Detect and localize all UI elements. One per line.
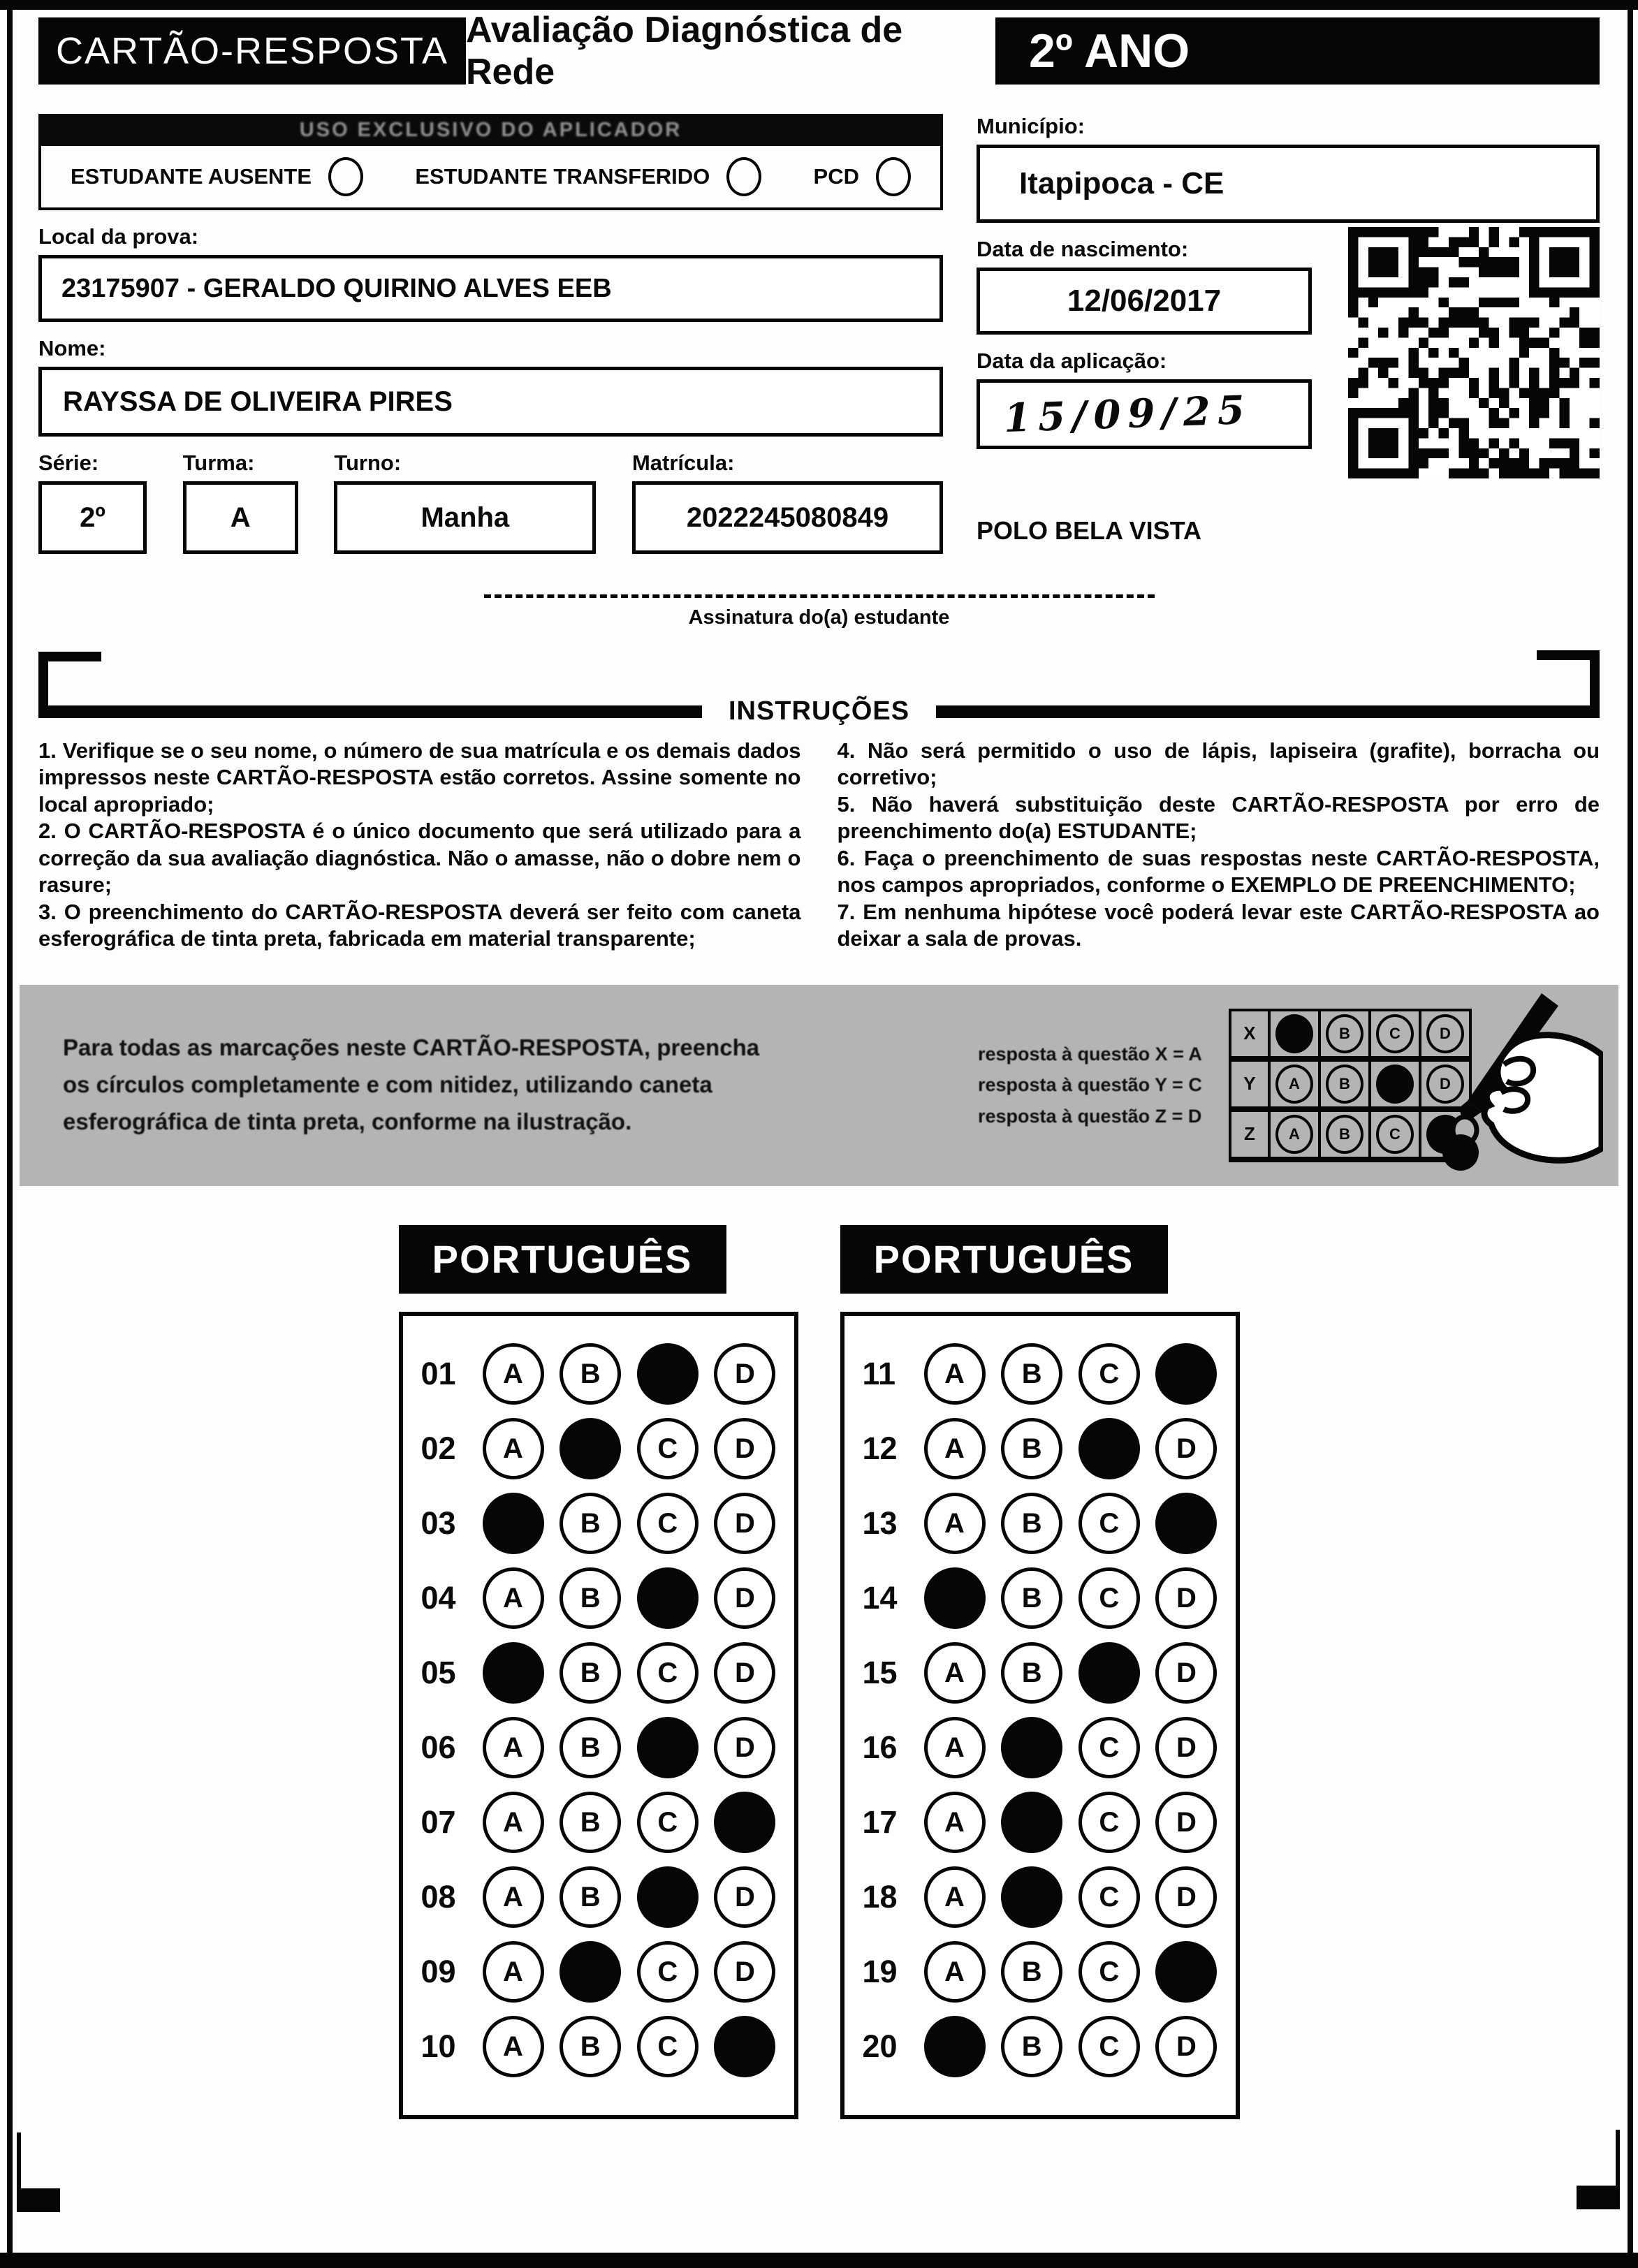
serie-label: Série: bbox=[38, 451, 99, 475]
bubble-q11-a[interactable]: A bbox=[924, 1343, 986, 1405]
municipio-label: Município: bbox=[977, 114, 1085, 138]
question-bubbles bbox=[924, 1792, 1217, 1853]
bubble-q05-d[interactable]: D bbox=[714, 1642, 775, 1704]
question-bubbles bbox=[483, 2016, 776, 2077]
bubble-q01-c[interactable] bbox=[637, 1343, 699, 1405]
polo-label: POLO BELA VISTA bbox=[977, 516, 1202, 545]
question-bubbles bbox=[924, 1567, 1217, 1629]
serie-value: 2º bbox=[80, 502, 105, 533]
registration-mark-top-left bbox=[38, 652, 101, 708]
bubble-q17-b[interactable] bbox=[1001, 1792, 1062, 1853]
local-label: Local da prova: bbox=[38, 224, 199, 249]
nascimento-label: Data de nascimento: bbox=[977, 237, 1189, 261]
bubble-q16-b[interactable] bbox=[1001, 1717, 1062, 1778]
question-number: 18 bbox=[862, 1879, 898, 1915]
matricula-field bbox=[632, 481, 943, 554]
example-bubble-x-d: D bbox=[1426, 1014, 1464, 1053]
instruction-item: 6. Faça o preenchimento de suas respostas neste CARTÃO-RESPOSTA, nos campos apropriados, conforme o EXEMPLO DE PREENCHIMENTO; bbox=[837, 845, 1600, 898]
question-number: 10 bbox=[421, 2028, 456, 2064]
question-row-07 bbox=[421, 1785, 776, 1860]
bubble-q18-a[interactable]: A bbox=[924, 1866, 986, 1928]
question-number: 03 bbox=[421, 1505, 456, 1541]
bubble-q06-b[interactable]: B bbox=[560, 1717, 621, 1778]
subject-header: PORTUGUÊS bbox=[840, 1225, 1168, 1294]
question-row-06 bbox=[421, 1711, 776, 1785]
example-cell bbox=[1268, 1112, 1318, 1157]
bubble-q11-c[interactable]: C bbox=[1078, 1343, 1140, 1405]
local-field bbox=[38, 255, 943, 322]
bubble-q17-c[interactable]: C bbox=[1078, 1792, 1140, 1853]
question-number: 14 bbox=[862, 1580, 898, 1616]
signature-line[interactable] bbox=[484, 594, 1155, 598]
bubble-q03-a[interactable] bbox=[483, 1493, 544, 1554]
answer-section-2 bbox=[840, 1225, 1240, 2119]
bubble-q20-b[interactable]: B bbox=[1001, 2016, 1062, 2077]
bubble-q09-d[interactable]: D bbox=[714, 1941, 775, 2003]
dates-subcolumn bbox=[977, 223, 1312, 449]
question-number: 01 bbox=[421, 1356, 456, 1391]
turno-group bbox=[334, 437, 596, 554]
bubble-q04-b[interactable]: B bbox=[560, 1567, 621, 1629]
example-legend-line: resposta à questão Y = C bbox=[978, 1074, 1202, 1096]
question-number: 13 bbox=[862, 1505, 898, 1541]
bubble-q20-c[interactable]: C bbox=[1078, 2016, 1140, 2077]
instructions-header bbox=[38, 696, 1600, 726]
turno-field bbox=[334, 481, 596, 554]
question-row-16 bbox=[863, 1711, 1217, 1785]
question-bubbles bbox=[924, 2016, 1217, 2077]
question-bubbles bbox=[483, 1567, 776, 1629]
bubble-q03-c[interactable]: C bbox=[637, 1493, 699, 1554]
question-row-10 bbox=[421, 2010, 776, 2084]
bubble-q11-d[interactable] bbox=[1155, 1343, 1217, 1405]
applicator-option-estudante-transferido bbox=[415, 157, 761, 196]
question-bubbles bbox=[924, 1717, 1217, 1778]
question-row-03 bbox=[421, 1486, 776, 1561]
bubble-q09-b[interactable] bbox=[560, 1941, 621, 2003]
question-number: 20 bbox=[862, 2028, 898, 2064]
serie-field bbox=[38, 481, 147, 554]
checkbox-circle[interactable] bbox=[876, 157, 911, 196]
example-bubble-x-a bbox=[1275, 1014, 1313, 1053]
signature-block bbox=[484, 594, 1155, 629]
signature-label: Assinatura do(a) estudante bbox=[688, 606, 950, 629]
turno-value: Manha bbox=[421, 502, 510, 533]
example-row-label: Y bbox=[1243, 1073, 1256, 1094]
example-bubble-y-b: B bbox=[1326, 1065, 1363, 1104]
checkbox-circle[interactable] bbox=[726, 157, 761, 196]
nascimento-field bbox=[977, 268, 1312, 335]
question-row-11 bbox=[863, 1337, 1217, 1412]
turno-label: Turno: bbox=[334, 451, 402, 475]
answer-box bbox=[399, 1312, 798, 2119]
aplicacao-field bbox=[977, 379, 1312, 449]
bubble-q05-c[interactable]: C bbox=[637, 1642, 699, 1704]
registration-mark-bottom-right bbox=[1577, 2130, 1620, 2209]
bubble-q03-d[interactable]: D bbox=[714, 1493, 775, 1554]
bubble-q02-a[interactable]: A bbox=[483, 1418, 544, 1479]
answer-section-1 bbox=[399, 1225, 798, 2119]
bubble-q15-a[interactable]: A bbox=[924, 1642, 986, 1704]
instruction-item: 7. Em nenhuma hipótese você poderá levar este CARTÃO-RESPOSTA ao deixar a sala de provas. bbox=[837, 899, 1600, 951]
bubble-q18-c[interactable]: C bbox=[1078, 1866, 1140, 1928]
question-row-05 bbox=[421, 1636, 776, 1711]
bubble-q02-c[interactable]: C bbox=[637, 1418, 699, 1479]
bubble-q05-a[interactable] bbox=[483, 1642, 544, 1704]
form-area bbox=[38, 114, 1600, 554]
bubble-q16-c[interactable]: C bbox=[1078, 1717, 1140, 1778]
fill-example-band bbox=[20, 985, 1618, 1186]
question-number: 08 bbox=[421, 1879, 456, 1915]
instruction-item: 5. Não haverá substituição deste CARTÃO-RESPOSTA por erro de preenchimento do(a) ESTUDANTE; bbox=[837, 791, 1600, 844]
example-cell bbox=[1268, 1011, 1318, 1056]
grade-label: 2º ANO bbox=[1029, 24, 1190, 78]
bubble-q01-b[interactable]: B bbox=[560, 1343, 621, 1405]
instruction-item: 4. Não será permitido o uso de lápis, lapiseira (grafite), borracha ou corretivo; bbox=[837, 738, 1600, 790]
question-number: 02 bbox=[421, 1431, 456, 1466]
question-row-18 bbox=[863, 1860, 1217, 1935]
municipio-field bbox=[977, 145, 1600, 223]
question-number: 09 bbox=[421, 1954, 456, 1989]
bubble-q10-c[interactable]: C bbox=[637, 2016, 699, 2077]
question-bubbles bbox=[924, 1418, 1217, 1479]
question-bubbles bbox=[483, 1941, 776, 2003]
instruction-item: 2. O CARTÃO-RESPOSTA é o único documento que será utilizado para a correção da sua avaliação diagnóstica. Não o amasse, não o dobre nem o rasure; bbox=[38, 819, 801, 898]
instructions-left-column bbox=[38, 738, 801, 953]
question-bubbles bbox=[483, 1642, 776, 1704]
bubble-q06-a[interactable]: A bbox=[483, 1717, 544, 1778]
bubble-q02-b[interactable] bbox=[560, 1418, 621, 1479]
question-row-13 bbox=[863, 1486, 1217, 1561]
turma-field bbox=[183, 481, 298, 554]
page-top-border bbox=[0, 0, 1638, 10]
bubble-q16-d[interactable]: D bbox=[1155, 1717, 1217, 1778]
page-left-border bbox=[7, 10, 13, 2253]
card-title: CARTÃO-RESPOSTA bbox=[55, 30, 449, 72]
example-bubble-z-a: A bbox=[1275, 1115, 1313, 1154]
bubble-q08-b[interactable]: B bbox=[560, 1866, 621, 1928]
assessment-title: Avaliação Diagnóstica de Rede bbox=[466, 17, 995, 85]
instructions-right-column bbox=[838, 738, 1600, 953]
question-bubbles bbox=[924, 1866, 1217, 1928]
instructions-rule-right bbox=[936, 705, 1600, 718]
municipio-value: Itapipoca - CE bbox=[1019, 166, 1224, 200]
instruction-item: 3. O preenchimento do CARTÃO-RESPOSTA deverá ser feito com caneta esferográfica de tinta preta, fabricada em material transparente; bbox=[38, 899, 801, 951]
bubble-q07-c[interactable]: C bbox=[637, 1792, 699, 1853]
bubble-q15-b[interactable]: B bbox=[1001, 1642, 1062, 1704]
bubble-q14-d[interactable]: D bbox=[1155, 1567, 1217, 1629]
matricula-group bbox=[632, 437, 943, 554]
bubble-q04-a[interactable]: A bbox=[483, 1567, 544, 1629]
question-bubbles bbox=[924, 1642, 1217, 1704]
bubble-q13-b[interactable]: B bbox=[1001, 1493, 1062, 1554]
registration-mark-bottom-left bbox=[17, 2132, 60, 2212]
bubble-q14-a[interactable] bbox=[924, 1567, 986, 1629]
bubble-q03-b[interactable]: B bbox=[560, 1493, 621, 1554]
instructions-section bbox=[38, 696, 1600, 953]
bubble-q19-b[interactable]: B bbox=[1001, 1941, 1062, 2003]
qr-code bbox=[1348, 227, 1600, 478]
question-bubbles bbox=[924, 1941, 1217, 2003]
example-row-label: X bbox=[1243, 1023, 1256, 1044]
form-left-column bbox=[38, 114, 943, 554]
example-cell bbox=[1268, 1062, 1318, 1106]
bubble-q04-c[interactable] bbox=[637, 1567, 699, 1629]
bubble-q08-a[interactable]: A bbox=[483, 1866, 544, 1928]
question-row-02 bbox=[421, 1412, 776, 1486]
checkbox-label: ESTUDANTE TRANSFERIDO bbox=[415, 164, 710, 189]
question-bubbles bbox=[483, 1418, 776, 1479]
matricula-label: Matrícula: bbox=[631, 451, 735, 475]
question-row-15 bbox=[863, 1636, 1217, 1711]
bubble-q20-a[interactable] bbox=[924, 2016, 986, 2077]
aplicacao-handwritten-value: 15/09/25 bbox=[1002, 386, 1252, 442]
bubble-q10-b[interactable]: B bbox=[560, 2016, 621, 2077]
serie-group bbox=[38, 437, 147, 554]
question-number: 05 bbox=[421, 1655, 456, 1690]
checkbox-circle[interactable] bbox=[328, 157, 363, 196]
bubble-q13-a[interactable]: A bbox=[924, 1493, 986, 1554]
example-legend-line: resposta à questão X = A bbox=[978, 1043, 1202, 1065]
question-bubbles bbox=[924, 1343, 1217, 1405]
answer-grid-area bbox=[38, 1225, 1600, 2119]
bubble-q02-d[interactable]: D bbox=[714, 1418, 775, 1479]
question-number: 16 bbox=[862, 1729, 898, 1765]
applicator-option-estudante-ausente bbox=[71, 157, 363, 196]
question-row-19 bbox=[863, 1935, 1217, 2010]
question-bubbles bbox=[483, 1792, 776, 1853]
question-row-17 bbox=[863, 1785, 1217, 1860]
example-bubble-z-b: B bbox=[1326, 1115, 1363, 1154]
question-row-08 bbox=[421, 1860, 776, 1935]
page-right-border bbox=[1628, 10, 1633, 2253]
bubble-q12-a[interactable]: A bbox=[924, 1418, 986, 1479]
question-row-20 bbox=[863, 2010, 1217, 2084]
bubble-q14-c[interactable]: C bbox=[1078, 1567, 1140, 1629]
instructions-title: INSTRUÇÕES bbox=[728, 696, 910, 726]
bubble-q10-a[interactable]: A bbox=[483, 2016, 544, 2077]
applicator-bar bbox=[38, 114, 943, 146]
fill-instructions-text: Para todas as marcações neste CARTÃO-RESPOSTA, preencha os círculos completamente e com nitidez, utilizando caneta esferográfica de tinta preta, conforme na ilustração. bbox=[63, 1034, 760, 1134]
bubble-q13-d[interactable] bbox=[1155, 1493, 1217, 1554]
bubble-q12-d[interactable]: D bbox=[1155, 1418, 1217, 1479]
question-number: 06 bbox=[421, 1729, 456, 1765]
question-number: 19 bbox=[862, 1954, 898, 1989]
bubble-q01-a[interactable]: A bbox=[483, 1343, 544, 1405]
bubble-q09-c[interactable]: C bbox=[637, 1941, 699, 2003]
question-bubbles bbox=[483, 1493, 776, 1554]
question-row-04 bbox=[421, 1561, 776, 1636]
bubble-q08-d[interactable]: D bbox=[714, 1866, 775, 1928]
nome-label: Nome: bbox=[38, 336, 106, 360]
applicator-option-pcd bbox=[814, 157, 911, 196]
question-number: 04 bbox=[421, 1580, 456, 1616]
turma-group bbox=[183, 437, 298, 554]
nascimento-value: 12/06/2017 bbox=[1067, 284, 1222, 318]
checkbox-label: PCD bbox=[813, 164, 859, 189]
local-value: 23175907 - GERALDO QUIRINO ALVES EEB bbox=[61, 273, 612, 303]
hand-pen-illustration bbox=[1359, 988, 1603, 1183]
instructions-columns bbox=[38, 738, 1600, 953]
turma-value: A bbox=[230, 502, 251, 533]
instructions-rule-left bbox=[38, 705, 702, 718]
bubble-q07-a[interactable]: A bbox=[483, 1792, 544, 1853]
bubble-q12-c[interactable] bbox=[1078, 1418, 1140, 1479]
example-bubble-x-b: B bbox=[1326, 1014, 1363, 1053]
bubble-q04-d[interactable]: D bbox=[714, 1567, 775, 1629]
turma-label: Turma: bbox=[182, 451, 255, 475]
bubble-q19-d[interactable] bbox=[1155, 1941, 1217, 2003]
student-meta-row bbox=[38, 437, 943, 554]
title-bar bbox=[38, 10, 1600, 92]
example-legend bbox=[978, 1039, 1202, 1132]
nome-field bbox=[38, 367, 943, 437]
bubble-q08-c[interactable] bbox=[637, 1866, 699, 1928]
matricula-value: 2022245080849 bbox=[686, 502, 889, 533]
question-number: 15 bbox=[862, 1655, 898, 1690]
subject-header: PORTUGUÊS bbox=[399, 1225, 726, 1294]
question-row-12 bbox=[863, 1412, 1217, 1486]
page-content bbox=[38, 10, 1600, 2119]
dates-and-qr-row bbox=[977, 223, 1600, 478]
question-number: 17 bbox=[862, 1804, 898, 1840]
example-bubble-x-c: C bbox=[1376, 1014, 1414, 1053]
question-bubbles bbox=[483, 1866, 776, 1928]
question-row-01 bbox=[421, 1337, 776, 1412]
applicator-checkbox-row bbox=[38, 146, 943, 210]
bubble-q13-c[interactable]: C bbox=[1078, 1493, 1140, 1554]
bubble-q06-c[interactable] bbox=[637, 1717, 699, 1778]
bubble-q16-a[interactable]: A bbox=[924, 1717, 986, 1778]
bubble-q10-d[interactable] bbox=[714, 2016, 775, 2077]
bubble-q06-d[interactable]: D bbox=[714, 1717, 775, 1778]
bubble-q11-b[interactable]: B bbox=[1001, 1343, 1062, 1405]
bubble-q07-b[interactable]: B bbox=[560, 1792, 621, 1853]
question-number: 11 bbox=[862, 1356, 896, 1391]
question-bubbles bbox=[924, 1493, 1217, 1554]
bubble-q19-c[interactable]: C bbox=[1078, 1941, 1140, 2003]
example-bubble-z-c: C bbox=[1376, 1115, 1414, 1154]
bubble-q07-d[interactable] bbox=[714, 1792, 775, 1853]
bubble-q15-c[interactable] bbox=[1078, 1642, 1140, 1704]
question-number: 12 bbox=[862, 1431, 898, 1466]
question-bubbles bbox=[483, 1343, 776, 1405]
bubble-q15-d[interactable]: D bbox=[1155, 1642, 1217, 1704]
question-number: 07 bbox=[421, 1804, 456, 1840]
instruction-item: 1. Verifique se o seu nome, o número de sua matrícula e os demais dados impressos neste CARTÃO-RESPOSTA estão corretos. Assine somente no local apropriado; bbox=[38, 738, 801, 817]
question-row-09 bbox=[421, 1935, 776, 2010]
bubble-q17-d[interactable]: D bbox=[1155, 1792, 1217, 1853]
example-bubble-y-a: A bbox=[1275, 1065, 1313, 1104]
bubble-q20-d[interactable]: D bbox=[1155, 2016, 1217, 2077]
aplicacao-label: Data da aplicação: bbox=[977, 349, 1167, 373]
question-row-14 bbox=[863, 1561, 1217, 1636]
nome-value: RAYSSA DE OLIVEIRA PIRES bbox=[63, 386, 453, 417]
example-legend-line: resposta à questão Z = D bbox=[978, 1105, 1202, 1127]
applicator-bar-label: USO EXCLUSIVO DO APLICADOR bbox=[299, 118, 682, 141]
answer-box bbox=[840, 1312, 1240, 2119]
question-bubbles bbox=[483, 1717, 776, 1778]
bubble-q05-b[interactable]: B bbox=[560, 1642, 621, 1704]
bubble-q09-a[interactable]: A bbox=[483, 1941, 544, 2003]
bubble-q19-a[interactable]: A bbox=[924, 1941, 986, 2003]
checkbox-label: ESTUDANTE AUSENTE bbox=[71, 164, 312, 189]
example-row-label: Z bbox=[1243, 1123, 1255, 1144]
bubble-q18-b[interactable] bbox=[1001, 1866, 1062, 1928]
page-bottom-border bbox=[0, 2253, 1638, 2268]
example-bubble-y-d: D bbox=[1426, 1065, 1464, 1104]
bubble-q18-d[interactable]: D bbox=[1155, 1866, 1217, 1928]
bubble-q14-b[interactable]: B bbox=[1001, 1567, 1062, 1629]
bubble-q01-d[interactable]: D bbox=[714, 1343, 775, 1405]
bubble-q12-b[interactable]: B bbox=[1001, 1418, 1062, 1479]
registration-mark-top-right bbox=[1537, 650, 1600, 706]
form-right-column bbox=[977, 114, 1600, 554]
bubble-q17-a[interactable]: A bbox=[924, 1792, 986, 1853]
